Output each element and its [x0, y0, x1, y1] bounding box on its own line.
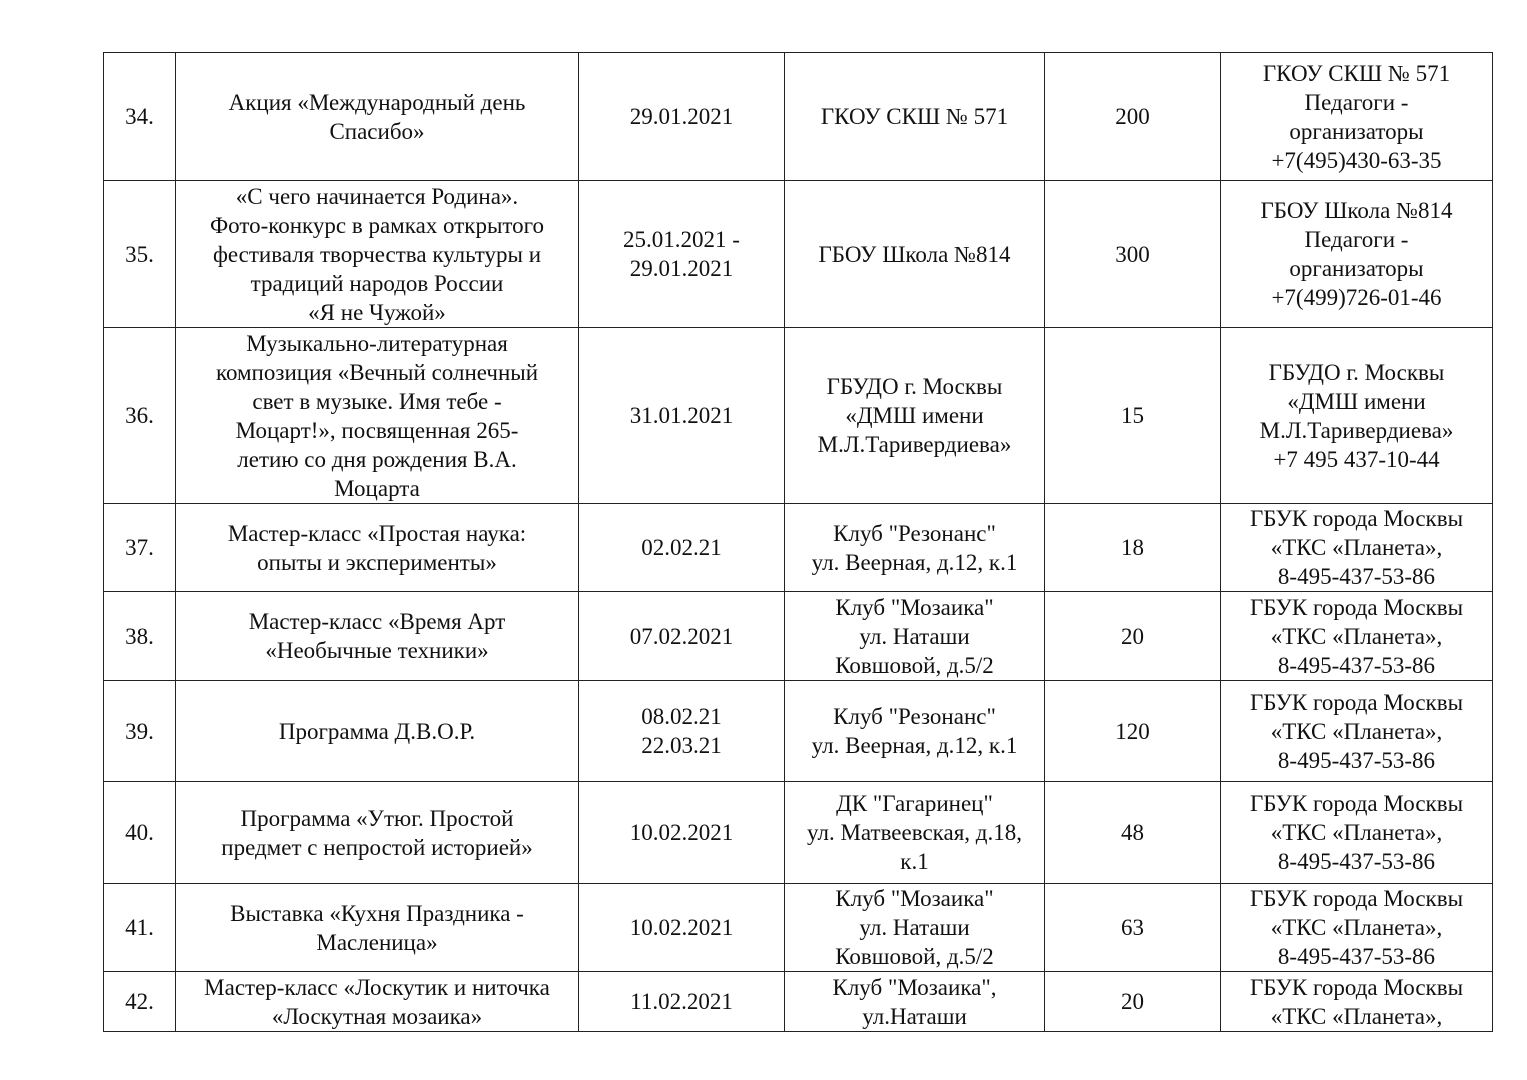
participants-count-cell: 20: [1045, 592, 1221, 681]
venue-cell: Клуб "Мозаика" ул. Наташи Ковшовой, д.5/2: [785, 884, 1045, 972]
row-number: 40.: [104, 782, 176, 884]
event-date-cell: 11.02.2021: [579, 972, 785, 1032]
table-row: [104, 681, 1493, 782]
row-number: 34.: [104, 53, 176, 181]
participants-count-cell: 15: [1045, 328, 1221, 504]
venue-cell: Клуб "Мозаика", ул.Наташи: [785, 972, 1045, 1032]
organizer-cell: ГБУК города Москвы «ТКС «Планета», 8-495-437-53-86: [1221, 782, 1493, 884]
row-number: 38.: [104, 592, 176, 681]
participants-count-cell: 18: [1045, 504, 1221, 592]
organizer-cell: ГБУК города Москвы «ТКС «Планета», 8-495-437-53-86: [1221, 592, 1493, 681]
event-name-cell: Музыкально-литературная композиция «Вечный солнечный свет в музыке. Имя тебе - Моцарт!», посвященная 265- летию со дня рождения В.А. Моцарта: [176, 328, 579, 504]
row-number: 35.: [104, 181, 176, 328]
event-name-cell: Акция «Международный день Спасибо»: [176, 53, 579, 181]
venue-cell: ГБОУ Школа №814: [785, 181, 1045, 328]
venue-cell: Клуб "Мозаика" ул. Наташи Ковшовой, д.5/2: [785, 592, 1045, 681]
table-row: [104, 884, 1493, 972]
venue-cell: ДК "Гагаринец" ул. Матвеевская, д.18, к.1: [785, 782, 1045, 884]
event-name-cell: Мастер-класс «Простая наука: опыты и эксперименты»: [176, 504, 579, 592]
row-number: 42.: [104, 972, 176, 1032]
table-row: [104, 592, 1493, 681]
row-number: 36.: [104, 328, 176, 504]
organizer-cell: ГБУК города Москвы «ТКС «Планета», 8-495-437-53-86: [1221, 681, 1493, 782]
participants-count-cell: 20: [1045, 972, 1221, 1032]
organizer-cell: ГБУК города Москвы «ТКС «Планета», 8-495-437-53-86: [1221, 884, 1493, 972]
table-row: [104, 504, 1493, 592]
participants-count-cell: 200: [1045, 53, 1221, 181]
event-date-cell: 10.02.2021: [579, 884, 785, 972]
organizer-cell: ГБУК города Москвы «ТКС «Планета»,: [1221, 972, 1493, 1032]
row-number: 41.: [104, 884, 176, 972]
event-date-cell: 08.02.21 22.03.21: [579, 681, 785, 782]
table-row: [104, 53, 1493, 181]
venue-cell: ГКОУ СКШ № 571: [785, 53, 1045, 181]
event-date-cell: 07.02.2021: [579, 592, 785, 681]
row-number: 39.: [104, 681, 176, 782]
organizer-cell: ГКОУ СКШ № 571 Педагоги - организаторы +7(495)430-63-35: [1221, 53, 1493, 181]
event-name-cell: Программа «Утюг. Простой предмет с непростой историей»: [176, 782, 579, 884]
event-date-cell: 02.02.21: [579, 504, 785, 592]
participants-count-cell: 120: [1045, 681, 1221, 782]
event-date-cell: 25.01.2021 - 29.01.2021: [579, 181, 785, 328]
event-name-cell: Программа Д.В.О.Р.: [176, 681, 579, 782]
event-name-cell: «С чего начинается Родина». Фото-конкурс в рамках открытого фестиваля творчества культуры и традиций народов России «Я не Чужой»: [176, 181, 579, 328]
event-name-cell: Мастер-класс «Время Арт «Необычные техники»: [176, 592, 579, 681]
event-date-cell: 31.01.2021: [579, 328, 785, 504]
participants-count-cell: 63: [1045, 884, 1221, 972]
organizer-cell: ГБУДО г. Москвы «ДМШ имени М.Л.Таривердиева» +7 495 437-10-44: [1221, 328, 1493, 504]
table-row: [104, 328, 1493, 504]
participants-count-cell: 48: [1045, 782, 1221, 884]
organizer-cell: ГБУК города Москвы «ТКС «Планета», 8-495-437-53-86: [1221, 504, 1493, 592]
event-name-cell: Мастер-класс «Лоскутик и ниточка «Лоскутная мозаика»: [176, 972, 579, 1032]
event-name-cell: Выставка «Кухня Праздника - Масленица»: [176, 884, 579, 972]
organizer-cell: ГБОУ Школа №814 Педагоги - организаторы +7(499)726-01-46: [1221, 181, 1493, 328]
venue-cell: Клуб "Резонанс" ул. Веерная, д.12, к.1: [785, 504, 1045, 592]
participants-count-cell: 300: [1045, 181, 1221, 328]
events-table: [103, 52, 1493, 1032]
table-row: [104, 782, 1493, 884]
table-row: [104, 972, 1493, 1032]
table-row: [104, 181, 1493, 328]
row-number: 37.: [104, 504, 176, 592]
venue-cell: Клуб "Резонанс" ул. Веерная, д.12, к.1: [785, 681, 1045, 782]
event-date-cell: 29.01.2021: [579, 53, 785, 181]
event-date-cell: 10.02.2021: [579, 782, 785, 884]
venue-cell: ГБУДО г. Москвы «ДМШ имени М.Л.Таривердиева»: [785, 328, 1045, 504]
